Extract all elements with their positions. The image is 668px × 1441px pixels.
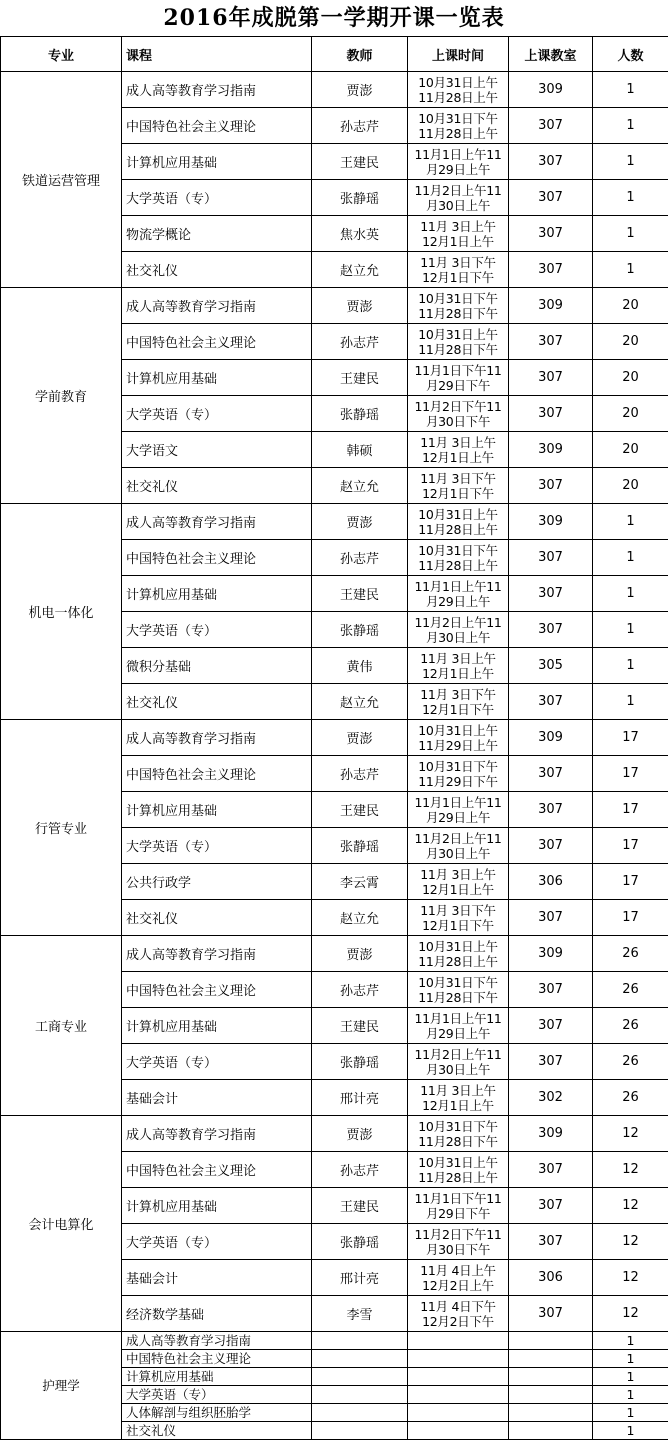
course-cell: 大学英语（专）	[122, 396, 312, 432]
time-cell	[408, 648, 509, 684]
course-cell: 成人高等教育学习指南	[122, 288, 312, 324]
teacher-cell: 孙志芹	[312, 324, 408, 360]
time-line: 10月31日下午	[418, 110, 498, 126]
course-cell: 中国特色社会主义理论	[122, 1350, 312, 1368]
count-cell: 26	[593, 972, 668, 1008]
room-cell: 307	[509, 792, 593, 828]
teacher-cell: 赵立允	[312, 252, 408, 288]
count-cell: 1	[593, 252, 668, 288]
count-cell: 1	[593, 1386, 668, 1404]
time-line: 12月1日下午	[422, 269, 494, 285]
time-cell	[408, 1296, 509, 1332]
time-line: 10月31日下午	[418, 758, 498, 774]
course-cell: 社交礼仪	[122, 1422, 312, 1440]
course-cell: 计算机应用基础	[122, 1368, 312, 1386]
time-line: 月30日上午	[425, 629, 491, 645]
teacher-cell: 张静瑶	[312, 828, 408, 864]
course-cell: 微积分基础	[122, 648, 312, 684]
time-line: 11月 3日上午	[420, 434, 496, 450]
room-cell: 307	[509, 972, 593, 1008]
room-cell: 307	[509, 1188, 593, 1224]
room-cell: 309	[509, 288, 593, 324]
time-cell	[408, 72, 509, 108]
time-line: 11月28日下午	[418, 1133, 498, 1149]
teacher-cell: 贾澎	[312, 72, 408, 108]
header-course: 课程	[122, 37, 312, 72]
time-line: 12月1日下午	[422, 917, 494, 933]
time-line: 11月28日上午	[418, 125, 498, 141]
teacher-cell: 张静瑶	[312, 180, 408, 216]
time-line: 12月1日上午	[422, 881, 494, 897]
course-cell: 计算机应用基础	[122, 576, 312, 612]
count-cell: 20	[593, 432, 668, 468]
count-cell: 20	[593, 468, 668, 504]
room-cell: 307	[509, 360, 593, 396]
major-cell: 机电一体化	[1, 504, 122, 720]
time-line: 11月28日下午	[418, 305, 498, 321]
table-row	[1, 1332, 668, 1350]
room-cell: 307	[509, 684, 593, 720]
course-cell: 成人高等教育学习指南	[122, 72, 312, 108]
teacher-cell	[312, 1350, 408, 1368]
count-cell: 17	[593, 828, 668, 864]
room-cell: 307	[509, 108, 593, 144]
time-cell	[408, 1404, 509, 1422]
teacher-cell	[312, 1422, 408, 1440]
teacher-cell: 张静瑶	[312, 612, 408, 648]
course-cell: 基础会计	[122, 1260, 312, 1296]
course-cell: 中国特色社会主义理论	[122, 324, 312, 360]
teacher-cell: 孙志芹	[312, 972, 408, 1008]
count-cell: 17	[593, 864, 668, 900]
time-line: 12月1日上午	[422, 449, 494, 465]
time-cell	[408, 144, 509, 180]
room-cell	[509, 1404, 593, 1422]
teacher-cell: 黄伟	[312, 648, 408, 684]
room-cell: 307	[509, 396, 593, 432]
time-cell	[408, 972, 509, 1008]
teacher-cell	[312, 1404, 408, 1422]
course-cell: 大学英语（专）	[122, 1386, 312, 1404]
count-cell: 1	[593, 72, 668, 108]
time-line: 11月28日上午	[418, 521, 498, 537]
count-cell: 1	[593, 576, 668, 612]
time-cell	[408, 936, 509, 972]
room-cell: 309	[509, 72, 593, 108]
course-cell: 成人高等教育学习指南	[122, 504, 312, 540]
time-line: 11月 3日下午	[420, 254, 496, 270]
course-cell: 中国特色社会主义理论	[122, 1152, 312, 1188]
count-cell: 12	[593, 1224, 668, 1260]
course-cell: 计算机应用基础	[122, 144, 312, 180]
time-line: 月29日上午	[425, 161, 491, 177]
room-cell	[509, 1422, 593, 1440]
count-cell: 1	[593, 1332, 668, 1350]
time-line: 11月 3日下午	[420, 470, 496, 486]
time-line: 10月31日上午	[418, 722, 498, 738]
major-cell: 会计电算化	[1, 1116, 122, 1332]
time-line: 11月28日下午	[418, 341, 498, 357]
count-cell: 26	[593, 1080, 668, 1116]
room-cell: 307	[509, 144, 593, 180]
time-line: 12月1日上午	[422, 665, 494, 681]
time-line: 月30日下午	[425, 1241, 491, 1257]
time-cell	[408, 576, 509, 612]
course-cell: 基础会计	[122, 1080, 312, 1116]
table-row	[1, 936, 668, 972]
teacher-cell: 孙志芹	[312, 756, 408, 792]
time-cell	[408, 504, 509, 540]
time-line: 10月31日下午	[418, 974, 498, 990]
count-cell: 1	[593, 1368, 668, 1386]
room-cell: 307	[509, 900, 593, 936]
count-cell: 17	[593, 720, 668, 756]
count-cell: 12	[593, 1152, 668, 1188]
time-line: 月30日上午	[425, 197, 491, 213]
count-cell: 1	[593, 612, 668, 648]
course-cell: 经济数学基础	[122, 1296, 312, 1332]
time-line: 11月1日上午11	[414, 794, 502, 810]
count-cell: 26	[593, 936, 668, 972]
table-row	[1, 504, 668, 540]
count-cell: 12	[593, 1296, 668, 1332]
teacher-cell: 孙志芹	[312, 540, 408, 576]
time-line: 月29日上午	[425, 593, 491, 609]
room-cell: 309	[509, 1116, 593, 1152]
time-cell	[408, 108, 509, 144]
time-cell	[408, 540, 509, 576]
course-cell: 大学英语（专）	[122, 180, 312, 216]
table-row	[1, 72, 668, 108]
time-cell	[408, 1080, 509, 1116]
teacher-cell: 贾澎	[312, 504, 408, 540]
course-cell: 大学英语（专）	[122, 1224, 312, 1260]
course-cell: 中国特色社会主义理论	[122, 108, 312, 144]
course-cell: 中国特色社会主义理论	[122, 540, 312, 576]
time-cell	[408, 1008, 509, 1044]
room-cell: 309	[509, 432, 593, 468]
time-line: 11月28日上午	[418, 1169, 498, 1185]
count-cell: 1	[593, 648, 668, 684]
count-cell: 26	[593, 1008, 668, 1044]
time-line: 12月1日上午	[422, 233, 494, 249]
count-cell: 1	[593, 1422, 668, 1440]
time-line: 11月28日上午	[418, 89, 498, 105]
time-line: 11月2日下午11	[414, 398, 502, 414]
teacher-cell: 张静瑶	[312, 1224, 408, 1260]
teacher-cell: 韩硕	[312, 432, 408, 468]
time-cell	[408, 1224, 509, 1260]
time-cell	[408, 1260, 509, 1296]
course-cell: 中国特色社会主义理论	[122, 972, 312, 1008]
count-cell: 12	[593, 1188, 668, 1224]
time-line: 10月31日下午	[418, 542, 498, 558]
course-cell: 物流学概论	[122, 216, 312, 252]
time-line: 11月29日下午	[418, 773, 498, 789]
room-cell: 307	[509, 1224, 593, 1260]
major-cell: 学前教育	[1, 288, 122, 504]
time-cell	[408, 1368, 509, 1386]
teacher-cell: 李雪	[312, 1296, 408, 1332]
teacher-cell: 赵立允	[312, 900, 408, 936]
count-cell: 17	[593, 756, 668, 792]
time-line: 11月 3日上午	[420, 1082, 496, 1098]
header-time: 上课时间	[408, 37, 509, 72]
header-major: 专业	[1, 37, 122, 72]
time-line: 月30日上午	[425, 845, 491, 861]
table-row	[1, 1116, 668, 1152]
teacher-cell: 张静瑶	[312, 396, 408, 432]
major-cell: 护理学	[1, 1332, 122, 1440]
course-cell: 计算机应用基础	[122, 1008, 312, 1044]
course-cell: 成人高等教育学习指南	[122, 720, 312, 756]
time-cell	[408, 1422, 509, 1440]
course-cell: 大学语文	[122, 432, 312, 468]
time-line: 10月31日下午	[418, 290, 498, 306]
room-cell: 307	[509, 468, 593, 504]
room-cell: 307	[509, 756, 593, 792]
time-cell	[408, 828, 509, 864]
time-line: 10月31日下午	[418, 1118, 498, 1134]
room-cell: 307	[509, 1296, 593, 1332]
course-cell: 社交礼仪	[122, 900, 312, 936]
time-line: 月29日下午	[425, 377, 491, 393]
time-line: 11月 4日下午	[420, 1298, 496, 1314]
room-cell: 306	[509, 1260, 593, 1296]
time-cell	[408, 1350, 509, 1368]
time-cell	[408, 468, 509, 504]
course-cell: 人体解剖与组织胚胎学	[122, 1404, 312, 1422]
teacher-cell: 邢计亮	[312, 1260, 408, 1296]
time-line: 12月2日上午	[422, 1277, 494, 1293]
count-cell: 12	[593, 1260, 668, 1296]
teacher-cell: 王建民	[312, 1008, 408, 1044]
time-line: 10月31日上午	[418, 506, 498, 522]
table-row	[1, 720, 668, 756]
count-cell: 1	[593, 216, 668, 252]
time-cell	[408, 1386, 509, 1404]
count-cell: 1	[593, 144, 668, 180]
time-cell	[408, 756, 509, 792]
header-count: 人数	[593, 37, 668, 72]
time-line: 11月1日下午11	[414, 1190, 502, 1206]
time-cell	[408, 360, 509, 396]
time-line: 11月1日上午11	[414, 146, 502, 162]
time-line: 11月2日上午11	[414, 182, 502, 198]
course-cell: 大学英语（专）	[122, 1044, 312, 1080]
time-cell	[408, 1116, 509, 1152]
room-cell: 307	[509, 252, 593, 288]
count-cell: 20	[593, 396, 668, 432]
teacher-cell: 张静瑶	[312, 1044, 408, 1080]
time-line: 月30日上午	[425, 1061, 491, 1077]
course-cell: 公共行政学	[122, 864, 312, 900]
time-line: 11月2日上午11	[414, 614, 502, 630]
teacher-cell: 贾澎	[312, 1116, 408, 1152]
time-cell	[408, 324, 509, 360]
room-cell: 309	[509, 720, 593, 756]
time-line: 11月1日上午11	[414, 578, 502, 594]
time-line: 12月1日上午	[422, 1097, 494, 1113]
page-title: 2016年成脱第一学期开课一览表	[163, 5, 505, 31]
time-line: 11月2日上午11	[414, 1046, 502, 1062]
time-cell	[408, 1044, 509, 1080]
time-line: 11月28日下午	[418, 989, 498, 1005]
teacher-cell: 王建民	[312, 1188, 408, 1224]
time-line: 11月 3日下午	[420, 686, 496, 702]
teacher-cell: 王建民	[312, 360, 408, 396]
room-cell: 307	[509, 216, 593, 252]
time-line: 11月1日上午11	[414, 1010, 502, 1026]
teacher-cell: 赵立允	[312, 468, 408, 504]
room-cell: 307	[509, 1152, 593, 1188]
time-cell	[408, 396, 509, 432]
time-line: 11月29日上午	[418, 737, 498, 753]
room-cell: 307	[509, 828, 593, 864]
room-cell: 307	[509, 1044, 593, 1080]
course-cell: 成人高等教育学习指南	[122, 1332, 312, 1350]
room-cell: 309	[509, 504, 593, 540]
major-cell: 工商专业	[1, 936, 122, 1116]
teacher-cell: 贾澎	[312, 720, 408, 756]
time-cell	[408, 288, 509, 324]
time-line: 12月1日下午	[422, 485, 494, 501]
room-cell: 307	[509, 540, 593, 576]
teacher-cell: 邢计亮	[312, 1080, 408, 1116]
major-cell: 铁道运营管理	[1, 72, 122, 288]
course-cell: 计算机应用基础	[122, 360, 312, 396]
room-cell: 307	[509, 1008, 593, 1044]
course-cell: 大学英语（专）	[122, 828, 312, 864]
count-cell: 1	[593, 1404, 668, 1422]
teacher-cell: 孙志芹	[312, 1152, 408, 1188]
time-line: 11月 3日下午	[420, 902, 496, 918]
time-line: 10月31日上午	[418, 1154, 498, 1170]
room-cell: 307	[509, 180, 593, 216]
room-cell: 302	[509, 1080, 593, 1116]
count-cell: 1	[593, 504, 668, 540]
room-cell: 307	[509, 324, 593, 360]
time-line: 12月2日下午	[422, 1313, 494, 1329]
time-line: 月29日上午	[425, 1025, 491, 1041]
room-cell	[509, 1368, 593, 1386]
teacher-cell: 李云霄	[312, 864, 408, 900]
time-line: 月29日上午	[425, 809, 491, 825]
course-cell: 成人高等教育学习指南	[122, 1116, 312, 1152]
time-cell	[408, 1332, 509, 1350]
time-line: 11月2日下午11	[414, 1226, 502, 1242]
teacher-cell: 王建民	[312, 792, 408, 828]
teacher-cell: 焦水英	[312, 216, 408, 252]
table-row	[1, 288, 668, 324]
course-cell: 计算机应用基础	[122, 1188, 312, 1224]
count-cell: 1	[593, 540, 668, 576]
time-cell	[408, 432, 509, 468]
time-cell	[408, 792, 509, 828]
header-teacher: 教师	[312, 37, 408, 72]
time-cell	[408, 1188, 509, 1224]
room-cell	[509, 1386, 593, 1404]
count-cell: 20	[593, 324, 668, 360]
count-cell: 12	[593, 1116, 668, 1152]
time-cell	[408, 864, 509, 900]
time-line: 11月 4日上午	[420, 1262, 496, 1278]
room-cell	[509, 1350, 593, 1368]
time-cell	[408, 720, 509, 756]
count-cell: 1	[593, 1350, 668, 1368]
time-line: 10月31日上午	[418, 938, 498, 954]
count-cell: 1	[593, 684, 668, 720]
time-cell	[408, 252, 509, 288]
teacher-cell: 王建民	[312, 576, 408, 612]
time-line: 10月31日上午	[418, 74, 498, 90]
time-line: 11月28日上午	[418, 557, 498, 573]
time-cell	[408, 216, 509, 252]
header-room: 上课教室	[509, 37, 593, 72]
time-line: 11月 3日上午	[420, 866, 496, 882]
header-row	[1, 37, 668, 72]
time-cell	[408, 684, 509, 720]
room-cell: 309	[509, 936, 593, 972]
course-cell: 中国特色社会主义理论	[122, 756, 312, 792]
course-cell: 计算机应用基础	[122, 792, 312, 828]
count-cell: 26	[593, 1044, 668, 1080]
time-line: 月29日下午	[425, 1205, 491, 1221]
teacher-cell: 王建民	[312, 144, 408, 180]
teacher-cell: 孙志芹	[312, 108, 408, 144]
count-cell: 17	[593, 900, 668, 936]
time-line: 11月 3日上午	[420, 218, 496, 234]
teacher-cell	[312, 1368, 408, 1386]
course-cell: 社交礼仪	[122, 684, 312, 720]
course-cell: 社交礼仪	[122, 252, 312, 288]
time-line: 10月31日上午	[418, 326, 498, 342]
room-cell: 305	[509, 648, 593, 684]
time-cell	[408, 612, 509, 648]
room-cell	[509, 1332, 593, 1350]
count-cell: 1	[593, 108, 668, 144]
teacher-cell: 贾澎	[312, 288, 408, 324]
time-cell	[408, 900, 509, 936]
time-line: 月30日下午	[425, 413, 491, 429]
room-cell: 306	[509, 864, 593, 900]
time-line: 11月 3日上午	[420, 650, 496, 666]
time-cell	[408, 1152, 509, 1188]
major-cell: 行管专业	[1, 720, 122, 936]
time-line: 11月2日上午11	[414, 830, 502, 846]
teacher-cell: 赵立允	[312, 684, 408, 720]
teacher-cell	[312, 1386, 408, 1404]
time-line: 12月1日下午	[422, 701, 494, 717]
teacher-cell	[312, 1332, 408, 1350]
course-cell: 大学英语（专）	[122, 612, 312, 648]
time-cell	[408, 180, 509, 216]
count-cell: 1	[593, 180, 668, 216]
course-cell: 社交礼仪	[122, 468, 312, 504]
count-cell: 20	[593, 360, 668, 396]
course-table	[0, 36, 668, 1440]
room-cell: 307	[509, 576, 593, 612]
time-line: 11月1日下午11	[414, 362, 502, 378]
room-cell: 307	[509, 612, 593, 648]
teacher-cell: 贾澎	[312, 936, 408, 972]
course-cell: 成人高等教育学习指南	[122, 936, 312, 972]
count-cell: 20	[593, 288, 668, 324]
time-line: 11月28日上午	[418, 953, 498, 969]
count-cell: 17	[593, 792, 668, 828]
